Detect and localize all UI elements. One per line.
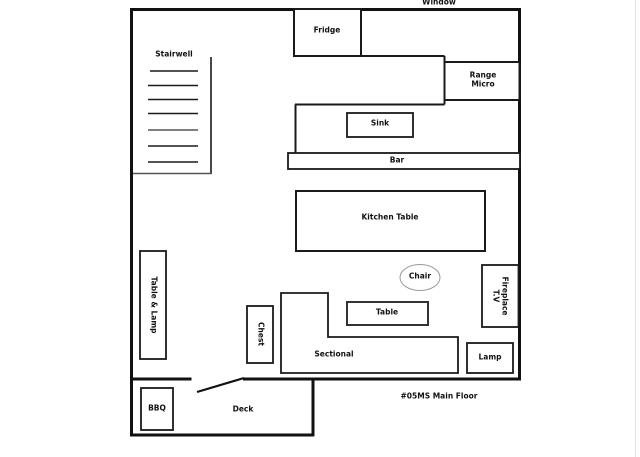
kitchen-table-label: Kitchen Table <box>361 212 419 222</box>
sink-box <box>347 113 413 137</box>
lamp-label: Lamp <box>478 352 502 362</box>
deck-label: Deck <box>232 404 254 414</box>
sectional-label: Sectional <box>314 349 354 359</box>
window-label: Window <box>422 0 456 7</box>
table-box <box>347 302 428 325</box>
range-micro-label: Range Micro <box>469 70 497 88</box>
chest-label: Chest <box>256 322 266 346</box>
stairwell-label: Stairwell <box>155 49 193 59</box>
stair-treads <box>148 71 198 162</box>
bar-box <box>288 153 520 169</box>
chair-ellipse <box>400 265 440 291</box>
fireplace-tv-label: Fireplace T.V <box>492 276 510 316</box>
fridge-label: Fridge <box>313 25 341 35</box>
bar-label: Bar <box>389 155 405 165</box>
bbq-box <box>141 388 173 430</box>
table-label: Table <box>375 307 399 317</box>
table-lamp-box <box>140 251 166 359</box>
chair-label: Chair <box>408 271 432 281</box>
floor-title: #05MS Main Floor <box>400 391 478 401</box>
fireplace-tv-box <box>482 265 519 327</box>
lamp-box <box>467 343 513 373</box>
range-micro-box <box>445 62 520 100</box>
door-swing-line <box>197 378 244 392</box>
table-lamp-label: Table & Lamp <box>149 276 159 334</box>
bbq-label: BBQ <box>148 403 166 413</box>
screenshot-edge-line <box>635 0 636 457</box>
sink-label: Sink <box>370 118 390 128</box>
kitchen-table-box <box>296 191 485 251</box>
fridge-box <box>294 9 361 56</box>
chest-box <box>247 306 273 363</box>
